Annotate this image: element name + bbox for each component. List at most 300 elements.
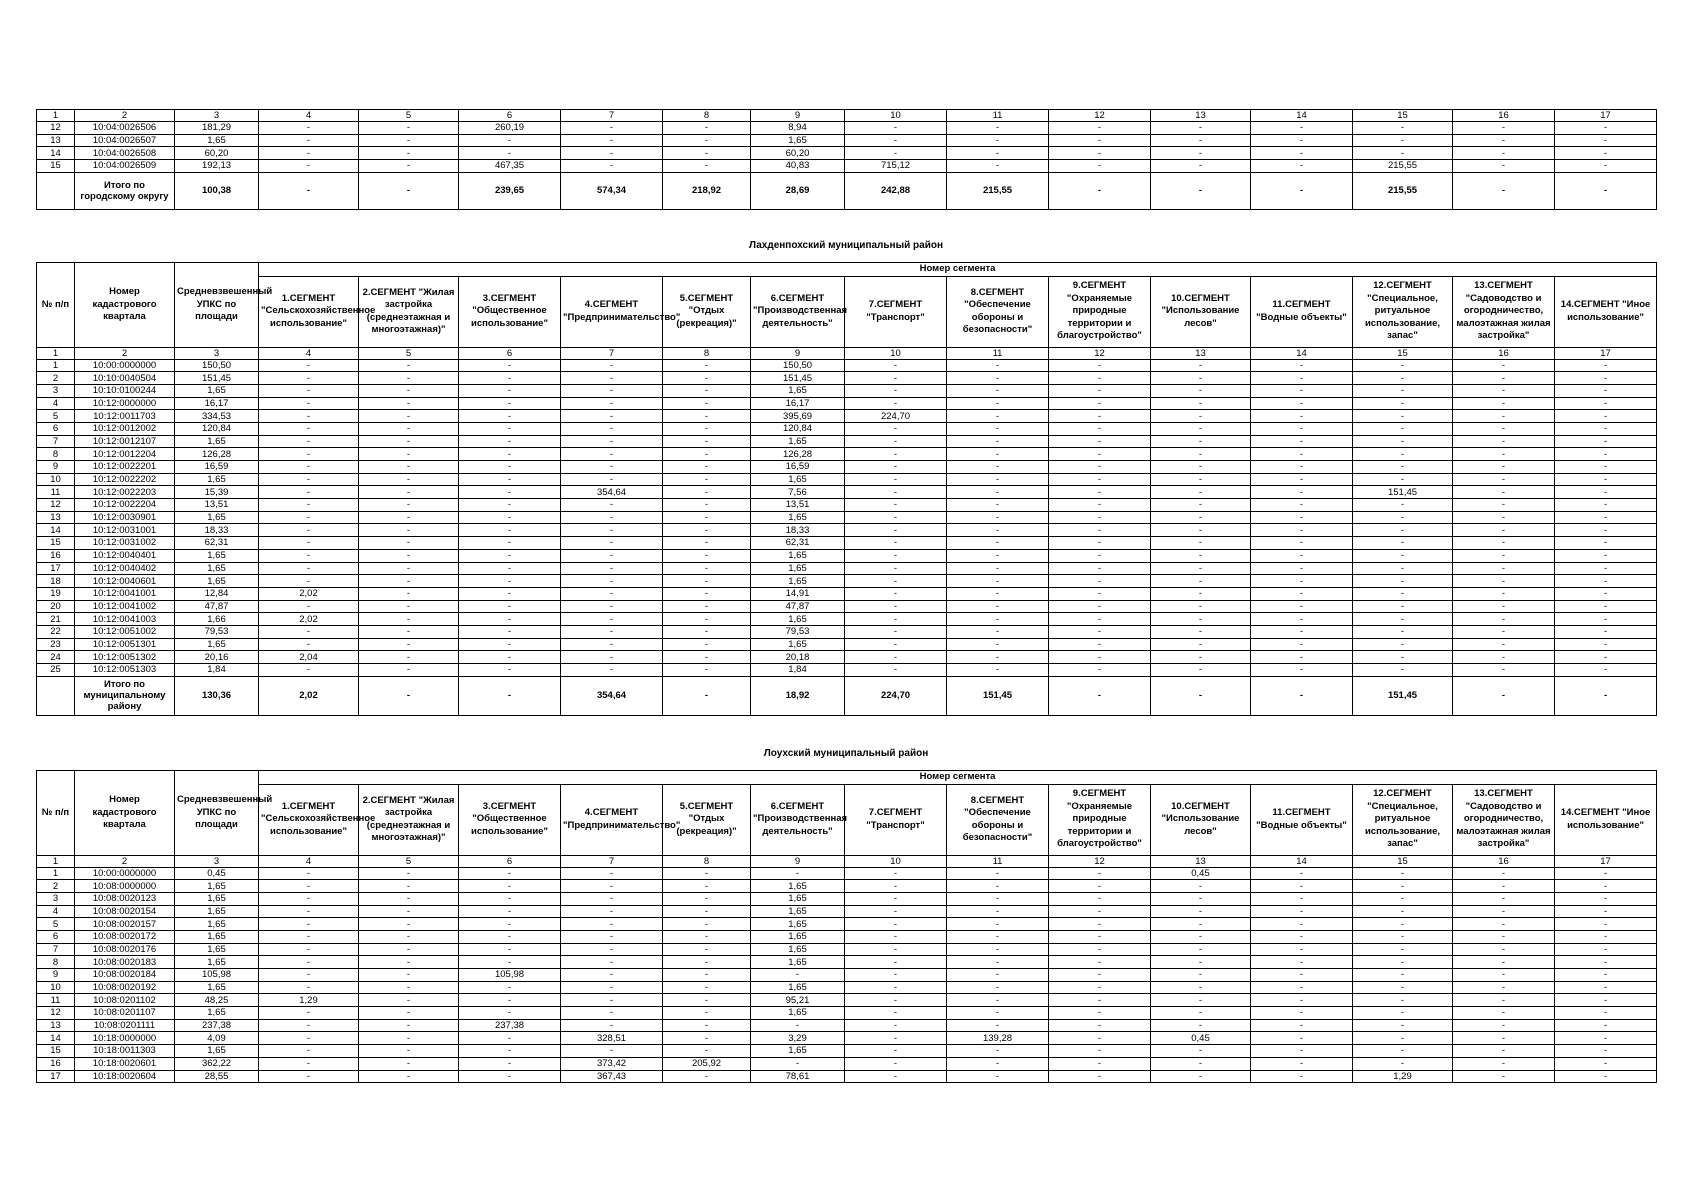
table-cell: -	[1049, 562, 1151, 575]
table-row	[37, 905, 1657, 918]
total-row	[37, 172, 1657, 209]
table-cell: -	[1555, 372, 1657, 385]
table-cell: -	[1151, 638, 1251, 651]
table-cell: -	[459, 486, 561, 499]
table-cell: -	[947, 892, 1049, 905]
table-cell: -	[259, 1045, 359, 1058]
table-cell: 10:10:0040504	[75, 372, 175, 385]
table-cell: -	[1151, 880, 1251, 893]
table-cell: -	[1453, 638, 1555, 651]
table-cell: 18,33	[175, 524, 259, 537]
table-cell: 10:04:0026507	[75, 134, 175, 147]
table-row	[37, 600, 1657, 613]
table-cell: -	[947, 994, 1049, 1007]
table-cell: -	[663, 930, 751, 943]
table-cell: 1,65	[175, 549, 259, 562]
table-cell: -	[1453, 930, 1555, 943]
table-cell: 14	[37, 147, 75, 160]
table-cell: -	[561, 134, 663, 147]
table-cell: -	[663, 867, 751, 880]
table-cell: -	[1453, 892, 1555, 905]
table-cell: -	[1049, 969, 1151, 982]
table-cell: 10:00:0000000	[75, 359, 175, 372]
table-cell: -	[1555, 994, 1657, 1007]
table-row	[37, 664, 1657, 677]
table-cell: -	[1353, 651, 1453, 664]
table-cell: -	[1353, 537, 1453, 550]
table-cell: 3,29	[751, 1032, 845, 1045]
table-cell: -	[259, 956, 359, 969]
table-cell: -	[259, 575, 359, 588]
table-cell: -	[359, 499, 459, 512]
table-cell: -	[1151, 664, 1251, 677]
table-cell: -	[459, 1032, 561, 1045]
table-cell: -	[1151, 397, 1251, 410]
table-cell: -	[947, 905, 1049, 918]
table-cell: -	[663, 600, 751, 613]
table-row	[37, 473, 1657, 486]
table-cell: -	[359, 943, 459, 956]
table-cell: -	[561, 943, 663, 956]
table-row	[37, 969, 1657, 982]
table-cell: -	[1049, 587, 1151, 600]
table-cell: -	[1555, 486, 1657, 499]
table-cell: 62,31	[751, 537, 845, 550]
table-cell: -	[663, 1032, 751, 1045]
table-cell: -	[947, 562, 1049, 575]
column-number: 8	[663, 347, 751, 359]
table-cell: -	[459, 638, 561, 651]
column-number: 7	[561, 110, 663, 122]
table-cell: -	[1251, 956, 1353, 969]
table-cell: -	[947, 956, 1049, 969]
table-cell: 6	[37, 930, 75, 943]
table-cell: -	[1151, 524, 1251, 537]
table-cell: -	[1151, 943, 1251, 956]
table-cell: 10:08:0020172	[75, 930, 175, 943]
table-cell: -	[1453, 511, 1555, 524]
table-cell: -	[1555, 122, 1657, 135]
table-cell: -	[947, 422, 1049, 435]
table-cell: -	[845, 461, 947, 474]
table-cell: -	[1555, 575, 1657, 588]
table-cell: -	[1453, 410, 1555, 423]
segment-header: 6.СЕГМЕНТ "Производственная деятельность"	[751, 276, 845, 347]
table-cell: -	[663, 410, 751, 423]
table-cell: -	[663, 638, 751, 651]
table-cell: -	[947, 435, 1049, 448]
total-cell: -	[1049, 676, 1151, 715]
table-cell: -	[1049, 372, 1151, 385]
table-cell: 10:12:0011703	[75, 410, 175, 423]
table-cell: 10:12:0031001	[75, 524, 175, 537]
table-cell: 10:12:0022203	[75, 486, 175, 499]
table-cell: -	[459, 372, 561, 385]
table-cell: -	[259, 981, 359, 994]
total-label: Итого по городскому округу	[75, 172, 175, 209]
table-cell: -	[259, 384, 359, 397]
table-cell: 1,65	[175, 473, 259, 486]
table-cell: 10:12:0031002	[75, 537, 175, 550]
table-cell: -	[947, 461, 1049, 474]
table-cell: -	[663, 511, 751, 524]
table-cell: -	[1453, 625, 1555, 638]
table-cell: 1,65	[175, 905, 259, 918]
table-cell: -	[845, 1019, 947, 1032]
segment-header: 8.СЕГМЕНТ "Обеспечение обороны и безопасности"	[947, 276, 1049, 347]
table-cell: -	[561, 359, 663, 372]
table-cell: 1,65	[175, 1007, 259, 1020]
table-cell: -	[1251, 511, 1353, 524]
column-number-row	[37, 855, 1657, 867]
table-cell: -	[359, 473, 459, 486]
table-cell: -	[1151, 372, 1251, 385]
header-cadastral-quarter: Номер кадастрового квартала	[75, 771, 175, 856]
table-cell: -	[947, 147, 1049, 160]
table-cell: -	[663, 1019, 751, 1032]
table-cell: -	[947, 372, 1049, 385]
header-segment-number: Номер сегмента	[259, 771, 1657, 785]
table-cell: -	[1151, 969, 1251, 982]
table-cell: -	[845, 397, 947, 410]
table-cell: 13	[37, 511, 75, 524]
table-row	[37, 359, 1657, 372]
table-cell: -	[1453, 994, 1555, 1007]
table-cell: -	[359, 613, 459, 626]
table-cell: -	[947, 625, 1049, 638]
table-cell: -	[1353, 122, 1453, 135]
table-cell: -	[561, 969, 663, 982]
table-cell: -	[947, 486, 1049, 499]
table-cell: -	[1049, 461, 1151, 474]
table-cell: -	[561, 1019, 663, 1032]
table-cell: -	[1251, 448, 1353, 461]
total-cell: 2,02	[259, 676, 359, 715]
table-row	[37, 1032, 1657, 1045]
table-row	[37, 930, 1657, 943]
table-cell: -	[561, 397, 663, 410]
table-cell: -	[1353, 664, 1453, 677]
table-cell: -	[1049, 1032, 1151, 1045]
table-cell: -	[1353, 524, 1453, 537]
table-cell: -	[845, 549, 947, 562]
table-cell: -	[1049, 147, 1151, 160]
total-cell: -	[359, 676, 459, 715]
table-cell: -	[459, 880, 561, 893]
table-cell: -	[947, 918, 1049, 931]
table-cell: -	[1453, 359, 1555, 372]
table-cell: -	[459, 1070, 561, 1083]
table-cell: -	[1555, 892, 1657, 905]
table-cell: -	[459, 587, 561, 600]
table-cell: 22	[37, 625, 75, 638]
table-cell: -	[359, 122, 459, 135]
table-cell: 10:08:0020123	[75, 892, 175, 905]
column-number: 13	[1151, 347, 1251, 359]
table-cell: 150,50	[751, 359, 845, 372]
table-cell: 0,45	[175, 867, 259, 880]
table-cell: 0,45	[1151, 867, 1251, 880]
table-cell: -	[947, 160, 1049, 173]
table-cell: -	[1251, 575, 1353, 588]
table-cell: -	[947, 575, 1049, 588]
table-cell: 95,21	[751, 994, 845, 1007]
table-cell: 1,65	[751, 473, 845, 486]
table-cell: 9	[37, 461, 75, 474]
table-cell: -	[1453, 397, 1555, 410]
table-cell: 16,17	[751, 397, 845, 410]
table-cell: -	[1555, 511, 1657, 524]
table-cell: -	[663, 524, 751, 537]
table-cell: -	[1151, 473, 1251, 486]
table-cell: 1,65	[751, 956, 845, 969]
column-number: 1	[37, 110, 75, 122]
table-cell: -	[1555, 537, 1657, 550]
table-cell: -	[459, 664, 561, 677]
table-cell: 13	[37, 1019, 75, 1032]
table-cell: -	[459, 867, 561, 880]
table-cell: -	[663, 664, 751, 677]
table-cell: -	[1049, 892, 1151, 905]
table-cell: 79,53	[175, 625, 259, 638]
table-cell: -	[845, 537, 947, 550]
table-cell: -	[663, 160, 751, 173]
column-number: 11	[947, 347, 1049, 359]
header-weighted-upks: Средневзвешенный УПКС по площади	[175, 263, 259, 348]
table-cell: -	[1353, 969, 1453, 982]
table-cell: -	[561, 1007, 663, 1020]
column-number: 2	[75, 855, 175, 867]
total-cell: -	[1049, 172, 1151, 209]
table-cell: 467,35	[459, 160, 561, 173]
table-cell: -	[947, 880, 1049, 893]
table-cell: -	[947, 664, 1049, 677]
table-cell: -	[845, 994, 947, 1007]
table-cell: -	[845, 981, 947, 994]
table-cell: -	[359, 651, 459, 664]
table-cell: -	[1049, 600, 1151, 613]
table-row	[37, 499, 1657, 512]
table-cell: 1,84	[175, 664, 259, 677]
table-cell: 1,65	[751, 981, 845, 994]
table-cell: -	[663, 461, 751, 474]
table-cell: -	[663, 448, 751, 461]
table-cell: 1,65	[175, 562, 259, 575]
table-cell: -	[1555, 1019, 1657, 1032]
table-cell: -	[1151, 122, 1251, 135]
table-row	[37, 422, 1657, 435]
segment-header: 3.СЕГМЕНТ "Общественное использование"	[459, 276, 561, 347]
table-row	[37, 384, 1657, 397]
table-cell: 1,65	[751, 384, 845, 397]
table-cell: -	[1353, 943, 1453, 956]
table-cell: 1,29	[1353, 1070, 1453, 1083]
table-row	[37, 943, 1657, 956]
table-cell: 6	[37, 422, 75, 435]
table-cell: -	[259, 549, 359, 562]
table-cell: 23	[37, 638, 75, 651]
table-cell: -	[1049, 122, 1151, 135]
table-cell: -	[1555, 134, 1657, 147]
table-cell: -	[1151, 994, 1251, 1007]
column-number: 4	[259, 347, 359, 359]
table-cell: -	[1151, 147, 1251, 160]
table-cell: -	[663, 486, 751, 499]
total-cell: 574,34	[561, 172, 663, 209]
column-number: 14	[1251, 110, 1353, 122]
total-cell: 18,92	[751, 676, 845, 715]
table-cell: 10:00:0000000	[75, 867, 175, 880]
table-cell: -	[1251, 1007, 1353, 1020]
segment-header: 12.СЕГМЕНТ "Специальное, ритуальное использование, запас"	[1353, 276, 1453, 347]
table-cell: -	[947, 473, 1049, 486]
table-cell: -	[1049, 160, 1151, 173]
table-cell: -	[845, 918, 947, 931]
table-cell: -	[663, 549, 751, 562]
table-cell: -	[845, 930, 947, 943]
table-cell: -	[459, 981, 561, 994]
table-cell: -	[947, 981, 1049, 994]
table-cell: -	[1049, 994, 1151, 1007]
table-cell: -	[359, 930, 459, 943]
table-cell: 10:12:0012002	[75, 422, 175, 435]
total-cell: -	[259, 172, 359, 209]
table-cell: 237,38	[175, 1019, 259, 1032]
table-cell: -	[1151, 905, 1251, 918]
total-cell: 224,70	[845, 676, 947, 715]
table-cell: -	[459, 524, 561, 537]
table-cell: 1,65	[751, 930, 845, 943]
table-cell: -	[1453, 956, 1555, 969]
table-cell: 1,66	[175, 613, 259, 626]
table-cell: -	[259, 397, 359, 410]
table-cell: -	[259, 918, 359, 931]
table-cell: 12	[37, 499, 75, 512]
table-cell: -	[259, 1019, 359, 1032]
table-row	[37, 1007, 1657, 1020]
table-cell: -	[359, 905, 459, 918]
table-cell: 10:18:0020604	[75, 1070, 175, 1083]
table-cell: -	[1251, 880, 1353, 893]
table-cell: -	[1555, 1070, 1657, 1083]
table-cell: 10:12:0022201	[75, 461, 175, 474]
segment-header: 3.СЕГМЕНТ "Общественное использование"	[459, 784, 561, 855]
table-cell: -	[1555, 905, 1657, 918]
table-row	[37, 1045, 1657, 1058]
table-cell: -	[1555, 1032, 1657, 1045]
table-cell: -	[359, 410, 459, 423]
table-cell: -	[1453, 422, 1555, 435]
table-row	[37, 562, 1657, 575]
table-cell: 1	[37, 867, 75, 880]
table-cell: -	[459, 397, 561, 410]
table-cell: 10:08:0020192	[75, 981, 175, 994]
table-cell: -	[359, 562, 459, 575]
table-cell: -	[1251, 638, 1353, 651]
table-cell: -	[1251, 486, 1353, 499]
table-cell: -	[845, 1032, 947, 1045]
table-cell: -	[663, 1045, 751, 1058]
table-cell: 12,84	[175, 587, 259, 600]
table-cell: -	[1453, 549, 1555, 562]
total-label: Итого по муниципальному району	[75, 676, 175, 715]
table-cell: 151,45	[1353, 486, 1453, 499]
table-cell: -	[663, 397, 751, 410]
column-number: 13	[1151, 855, 1251, 867]
table-row	[37, 575, 1657, 588]
table-row	[37, 651, 1657, 664]
table-cell: -	[947, 638, 1049, 651]
table-cell: -	[663, 943, 751, 956]
table-cell: 15	[37, 160, 75, 173]
table-cell: 10:12:0040402	[75, 562, 175, 575]
table-cell: -	[1151, 1070, 1251, 1083]
table-cell: -	[561, 880, 663, 893]
table-cell: 105,98	[175, 969, 259, 982]
table-cell: -	[1251, 410, 1353, 423]
table-cell: -	[561, 384, 663, 397]
table-cell: -	[947, 1007, 1049, 1020]
table-cell: -	[1251, 359, 1353, 372]
table-cell: -	[1453, 473, 1555, 486]
table-cell: -	[1251, 524, 1353, 537]
table-cell: -	[751, 1057, 845, 1070]
table-cell: -	[663, 994, 751, 1007]
table-cell: -	[259, 122, 359, 135]
table-cell: 16,59	[751, 461, 845, 474]
table-cell: -	[561, 664, 663, 677]
table-cell: -	[459, 461, 561, 474]
table-cell: -	[947, 613, 1049, 626]
table-cell: -	[459, 448, 561, 461]
table-cell: -	[1453, 435, 1555, 448]
table-cell: -	[359, 160, 459, 173]
table-cell: -	[1151, 499, 1251, 512]
table-cell: 13,51	[175, 499, 259, 512]
table-cell: -	[845, 511, 947, 524]
table-cell: -	[459, 905, 561, 918]
table-cell: -	[947, 524, 1049, 537]
table-cell: 5	[37, 918, 75, 931]
table-row	[37, 880, 1657, 893]
table-cell: -	[459, 549, 561, 562]
table-cell: -	[561, 562, 663, 575]
table-cell: -	[561, 461, 663, 474]
total-cell: 242,88	[845, 172, 947, 209]
table-cell: -	[663, 372, 751, 385]
table-cell: -	[1049, 1070, 1151, 1083]
table-cell: -	[1049, 1045, 1151, 1058]
table-cell: 3	[37, 892, 75, 905]
table-cell: -	[1555, 613, 1657, 626]
table-cell: 1,65	[175, 892, 259, 905]
table-cell: -	[459, 625, 561, 638]
table-cell: 10:12:0040601	[75, 575, 175, 588]
table-cell: 1,84	[751, 664, 845, 677]
table-row	[37, 524, 1657, 537]
column-number: 7	[561, 347, 663, 359]
column-number: 17	[1555, 347, 1657, 359]
table-cell: 10	[37, 981, 75, 994]
column-number: 10	[845, 855, 947, 867]
table-cell: -	[1353, 892, 1453, 905]
table-row	[37, 867, 1657, 880]
table-cell: -	[259, 359, 359, 372]
column-number: 11	[947, 110, 1049, 122]
table-cell: -	[1251, 994, 1353, 1007]
table-cell: -	[845, 384, 947, 397]
table-cell: 1,65	[751, 134, 845, 147]
